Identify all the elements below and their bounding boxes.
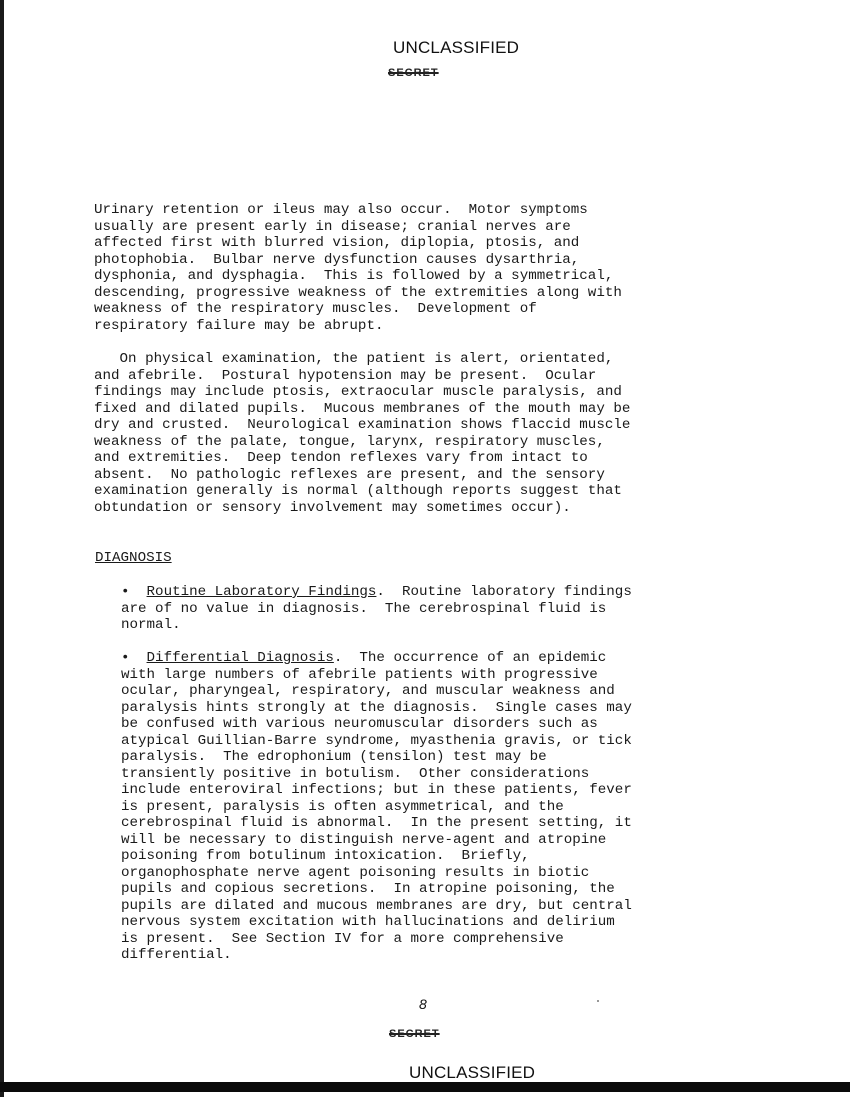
text-line: descending, progressive weakness of the extremities along with <box>94 284 622 301</box>
text-line: and afebrile. Postural hypotension may be present. Ocular <box>94 367 597 384</box>
page-number: 8 <box>419 996 427 1012</box>
text-line: weakness of the palate, tongue, larynx, respiratory muscles, <box>94 433 605 450</box>
text-line: weakness of the respiratory muscles. Development of <box>94 301 537 317</box>
text-line: fixed and dilated pupils. Mucous membranes of the mouth may be <box>94 400 631 417</box>
text-line: dry and crusted. Neurological examination shows flaccid muscle <box>94 417 631 433</box>
text-line: cerebrospinal fluid is abnormal. In the present setting, it <box>121 815 632 831</box>
paragraph-physical-examination <box>94 351 630 516</box>
scan-speck <box>597 1000 599 1002</box>
bullet-title: Routine Laboratory Findings <box>146 584 377 600</box>
text-line: respiratory failure may be abrupt. <box>94 317 384 334</box>
bullet-first-line <box>121 584 632 601</box>
text-line: differential. <box>121 947 232 963</box>
bullet-first-line-text: . The occurrence of an epidemic <box>333 650 607 666</box>
text-line: pupils are dilated and mucous membranes are dry, but central <box>121 897 632 914</box>
text-line: is present. See Section IV for a more comprehensive <box>121 930 564 947</box>
text-line: findings may include ptosis, extraocular muscle paralysis, and <box>94 384 622 400</box>
text-line: affected first with blurred vision, diplopia, ptosis, and <box>94 235 580 251</box>
bullet-title: Differential Diagnosis <box>146 650 334 666</box>
text-line: is present, paralysis is often asymmetrical, and the <box>121 798 564 815</box>
text-line: paralysis. The edrophonium (tensilon) test may be <box>121 749 547 765</box>
text-line: obtundation or sensory involvement may sometimes occur). <box>94 499 571 516</box>
text-line: are of no value in diagnosis. The cerebrospinal fluid is <box>121 600 607 617</box>
bullet-routine-laboratory-findings <box>121 584 632 634</box>
bullet-first-line <box>121 650 632 667</box>
text-line: Urinary retention or ileus may also occur. Motor symptoms <box>94 202 588 218</box>
paragraph-motor-symptoms <box>94 202 622 334</box>
bullet-marker: • <box>121 650 147 666</box>
classification-header: UNCLASSIFIED <box>393 38 520 57</box>
page-bottom-edge <box>0 1082 850 1092</box>
text-line: paralysis hints strongly at the diagnosis. Single cases may <box>121 699 632 716</box>
text-line: On physical examination, the patient is alert, orientated, <box>94 351 614 367</box>
text-line: and extremities. Deep tendon reflexes vary from intact to <box>94 450 588 466</box>
classification-footer: UNCLASSIFIED <box>409 1063 536 1082</box>
text-line: transiently positive in botulism. Other considerations <box>121 765 590 782</box>
bullet-differential-diagnosis <box>121 650 632 964</box>
text-line: photophobia. Bulbar nerve dysfunction causes dysarthria, <box>94 251 580 268</box>
text-line: absent. No pathologic reflexes are present, and the sensory <box>94 466 605 483</box>
struck-secret-marking-top: SECRET <box>388 67 439 79</box>
text-line: examination generally is normal (although reports suggest that <box>94 483 622 499</box>
struck-secret-marking-bottom: SECRET <box>389 1028 440 1040</box>
page-left-edge <box>0 0 4 1097</box>
text-line: include enteroviral infections; but in these patients, fever <box>121 782 632 798</box>
text-line: normal. <box>121 617 181 633</box>
bullet-first-line-text: . Routine laboratory findings <box>376 584 632 600</box>
text-line: nervous system excitation with hallucinations and delirium <box>121 914 615 930</box>
text-line: organophosphate nerve agent poisoning results in biotic <box>121 864 590 881</box>
text-line: with large numbers of afebrile patients with progressive <box>121 666 598 683</box>
text-line: dysphonia, and dysphagia. This is followed by a symmetrical, <box>94 268 614 284</box>
text-line: poisoning from botulinum intoxication. Briefly, <box>121 848 530 864</box>
bullet-marker: • <box>121 584 147 600</box>
text-line: pupils and copious secretions. In atropine poisoning, the <box>121 881 615 897</box>
text-line: be confused with various neuromuscular disorders such as <box>121 716 598 732</box>
section-heading-diagnosis: DIAGNOSIS <box>95 550 172 566</box>
text-line: usually are present early in disease; cranial nerves are <box>94 218 571 235</box>
text-line: atypical Guillian-Barre syndrome, myasthenia gravis, or tick <box>121 732 632 749</box>
text-line: ocular, pharyngeal, respiratory, and muscular weakness and <box>121 683 615 699</box>
text-line: will be necessary to distinguish nerve-agent and atropine <box>121 831 607 848</box>
